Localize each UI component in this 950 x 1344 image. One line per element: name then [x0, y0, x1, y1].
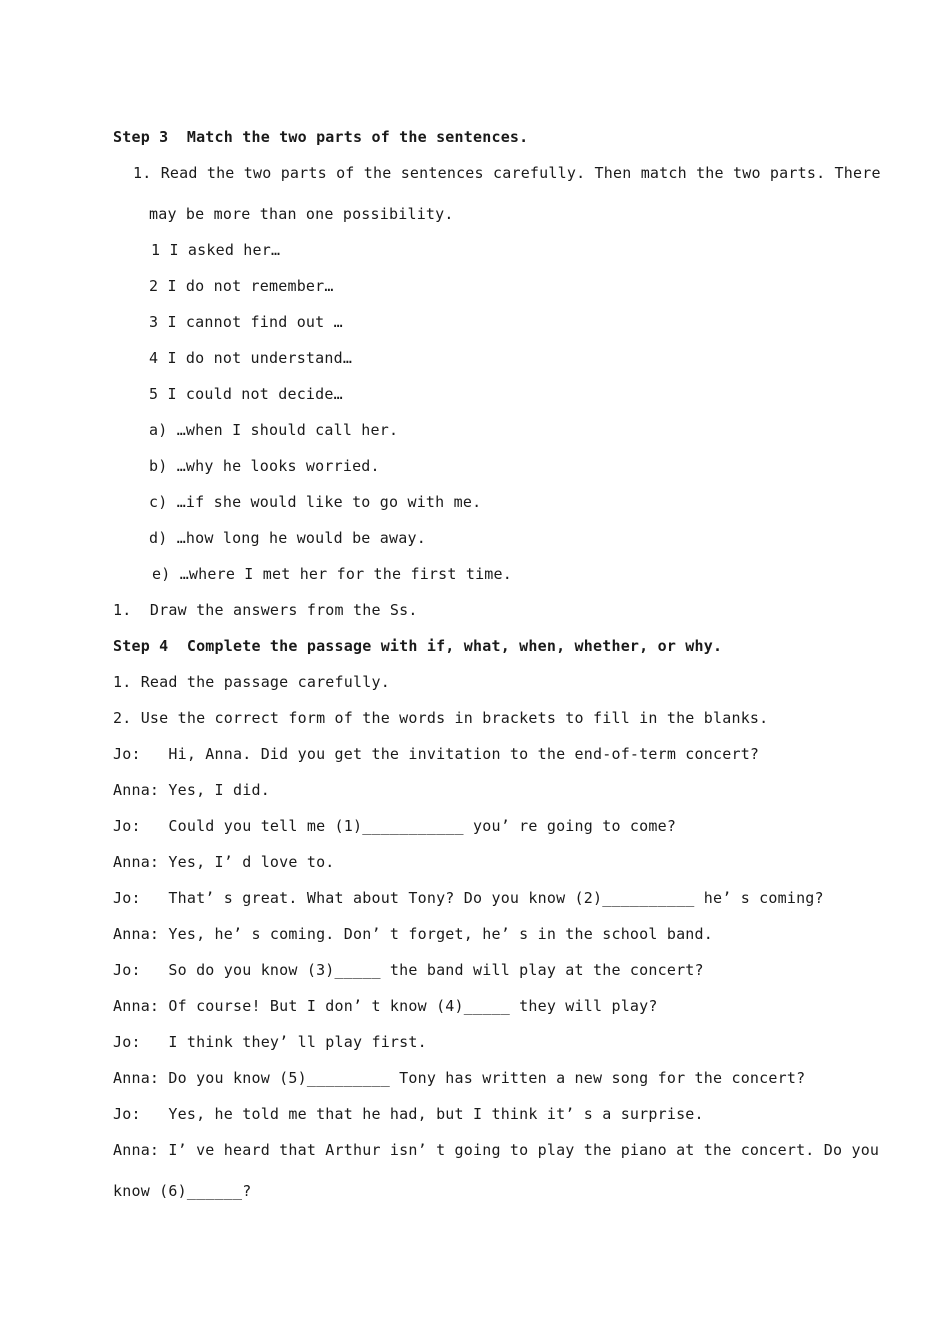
draw-answers-line: 1. Draw the answers from the Ss.: [113, 601, 418, 619]
dialogue-line-continued: know (6)______?: [113, 1182, 252, 1200]
left-part-5: 5 I could not decide…: [149, 385, 343, 403]
step3-heading: Step 3 Match the two parts of the sentences.: [113, 128, 529, 146]
left-part-1: 1 I asked her…: [151, 241, 281, 259]
right-part-a: a) …when I should call her.: [149, 421, 399, 439]
dialogue-line: Anna: Yes, I did.: [113, 781, 270, 799]
dialogue-line: Anna: Do you know (5)_________ Tony has written a new song for the concert?: [113, 1069, 806, 1087]
dialogue-line: Jo: I think they’ ll play first.: [113, 1033, 427, 1051]
dialogue-line: Jo: Hi, Anna. Did you get the invitation to the end-of-term concert?: [113, 745, 760, 763]
right-part-e: e) …where I met her for the first time.: [152, 565, 512, 583]
left-part-3: 3 I cannot find out …: [149, 313, 343, 331]
dialogue-line: Jo: That’ s great. What about Tony? Do you know (2)__________ he’ s coming?: [113, 889, 824, 907]
dialogue-line: Anna: Yes, I’ d love to.: [113, 853, 335, 871]
step3-instruction-line2: may be more than one possibility.: [149, 205, 454, 223]
dialogue-line: Anna: I’ ve heard that Arthur isn’ t going to play the piano at the concert. Do you: [113, 1141, 880, 1159]
step4-instruction-1: 1. Read the passage carefully.: [113, 673, 390, 691]
step3-instruction-line1: 1. Read the two parts of the sentences carefully. Then match the two parts. There: [133, 164, 881, 182]
right-part-b: b) …why he looks worried.: [149, 457, 380, 475]
right-part-d: d) …how long he would be away.: [149, 529, 426, 547]
left-part-4: 4 I do not understand…: [149, 349, 353, 367]
dialogue-line: Jo: So do you know (3)_____ the band will play at the concert?: [113, 961, 704, 979]
dialogue-line: Jo: Could you tell me (1)___________ you’ re going to come?: [113, 817, 677, 835]
step4-instruction-2: 2. Use the correct form of the words in brackets to fill in the blanks.: [113, 709, 769, 727]
dialogue-line: Anna: Yes, he’ s coming. Don’ t forget, he’ s in the school band.: [113, 925, 713, 943]
dialogue-line: Anna: Of course! But I don’ t know (4)_____ they will play?: [113, 997, 658, 1015]
step4-heading: Step 4 Complete the passage with if, what, when, whether, or why.: [113, 637, 723, 655]
left-part-2: 2 I do not remember…: [149, 277, 334, 295]
dialogue-line: Jo: Yes, he told me that he had, but I think it’ s a surprise.: [113, 1105, 704, 1123]
right-part-c: c) …if she would like to go with me.: [149, 493, 482, 511]
